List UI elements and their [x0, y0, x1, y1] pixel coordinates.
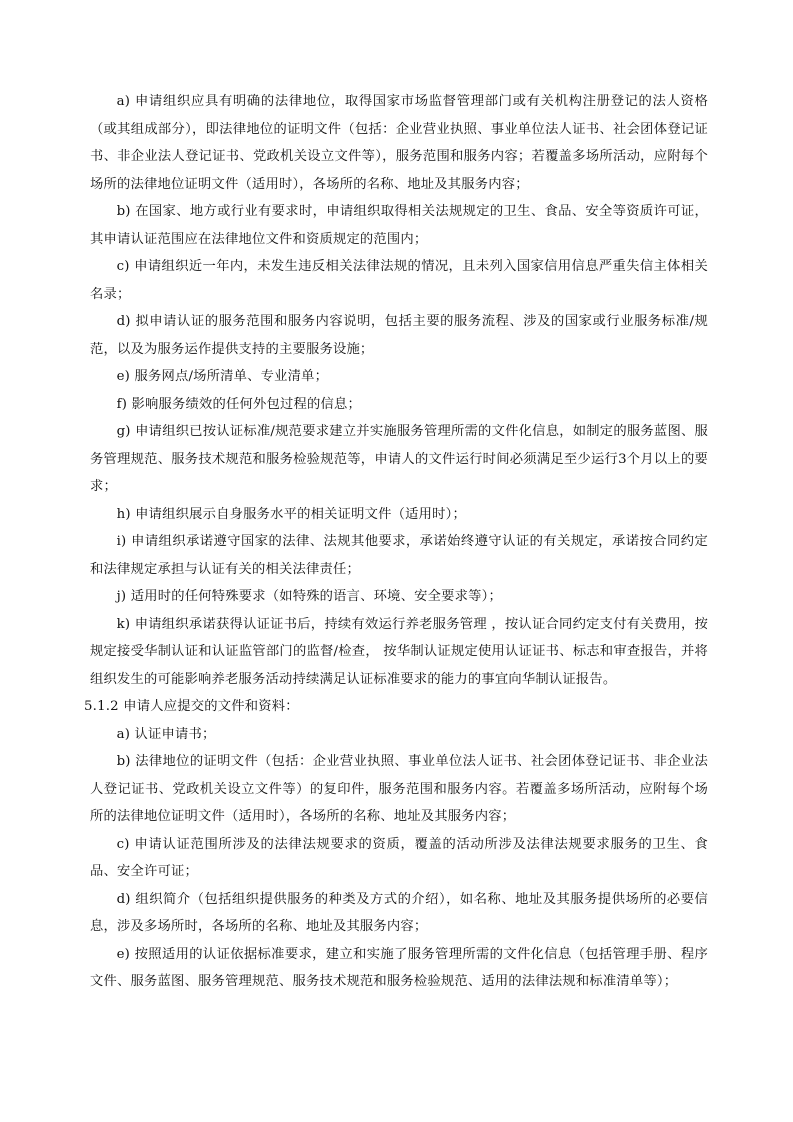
- doc-a-application-form: a) 认证申请书；: [116, 726, 216, 742]
- document-body: [84, 88, 708, 996]
- section-heading-5-1-2: 5.1.2 申请人应提交的文件和资料：: [84, 699, 299, 714]
- item-j-special-requirements: j) 适用时的任何特殊要求（如特殊的语言、环境、安全要求等）；: [116, 589, 502, 604]
- item-a-legal-status: a) 申请组织应具有明确的法律地位，取得国家市场监督管理部门或有关机构注册登记的法人资格（或其组成部分），即法律地位的证明文件（包括：企业营业执照、事业单位法人证书、社会团体登记证书、非企业法人登记证书、党政机关设立文件等），服务范围和服务内容；若覆盖多场所活动，应附每个场所的法律地位证明文件（适用时），各场所的名称、地址及其服务内容；: [90, 94, 708, 192]
- item-c-compliance: c) 申请组织近一年内，未发生违反相关法律法规的情况，且未列入国家信用信息严重失信主体相关名录；: [90, 259, 708, 302]
- doc-c-qualifications: c) 申请认证范围所涉及的法律法规要求的资质，覆盖的活动所涉及法律法规要求服务的卫生、食品、安全许可证；: [90, 836, 708, 879]
- item-f-outsourcing: f) 影响服务绩效的任何外包过程的信息；: [116, 396, 361, 412]
- item-b-qualification: b) 在国家、地方或行业有要求时，申请组织取得相关法规规定的卫生、食品、安全等资质许可证，其申请认证范围应在法律地位文件和资质规定的范围内；: [90, 204, 708, 247]
- doc-e-management-documents: e) 按照适用的认证依据标准要求，建立和实施了服务管理所需的文件化信息（包括管理手册、程序文件、服务蓝图、服务管理规范、服务技术规范和服务检验规范、适用的法律法规和标准清单等）；: [90, 946, 708, 989]
- item-e-site-list: e) 服务网点/场所清单、专业清单；: [116, 369, 329, 384]
- item-h-service-proof: h) 申请组织展示自身服务水平的相关证明文件（适用时）；: [116, 506, 466, 522]
- item-g-documentation: g) 申请组织已按认证标准/规范要求建立并实施服务管理所需的文件化信息，如制定的服务蓝图、服务管理规范、服务技术规范和服务检验规范等，申请人的文件运行时间必须满足至少运行3个月以上的要求；: [90, 424, 708, 494]
- item-d-service-scope: d) 拟申请认证的服务范围和服务内容说明，包括主要的服务流程、涉及的国家或行业服务标准/规范，以及为服务运作提供支持的主要服务设施；: [90, 314, 708, 357]
- item-k-certificate-commitment: k) 申请组织承诺获得认证证书后，持续有效运行养老服务管理 ，按认证合同约定支付有关费用，按规定接受华制认证和认证监管部门的监督/检查， 按华制认证规定使用认证证书、标志和审查报告，并将组织发生的可能影响养老服务活动持续满足认证标准要求的能力的事宜向华制认证报告。: [90, 616, 708, 687]
- item-i-legal-commitment: i) 申请组织承诺遵守国家的法律、法规其他要求，承诺始终遵守认证的有关规定，承诺按合同约定和法律规定承担与认证有关的相关法律责任；: [90, 534, 708, 577]
- doc-d-organization-profile: d) 组织简介（包括组织提供服务的种类及方式的介绍），如名称、地址及其服务提供场所的必要信息，涉及多场所时，各场所的名称、地址及其服务内容；: [90, 891, 708, 934]
- doc-b-legal-status-copy: b) 法律地位的证明文件（包括：企业营业执照、事业单位法人证书、社会团体登记证书、非企业法人登记证书、党政机关设立文件等）的复印件，服务范围和服务内容。若覆盖多场所活动，应附每个场所的法律地位证明文件（适用时），各场所的名称、地址及其服务内容；: [90, 754, 708, 824]
